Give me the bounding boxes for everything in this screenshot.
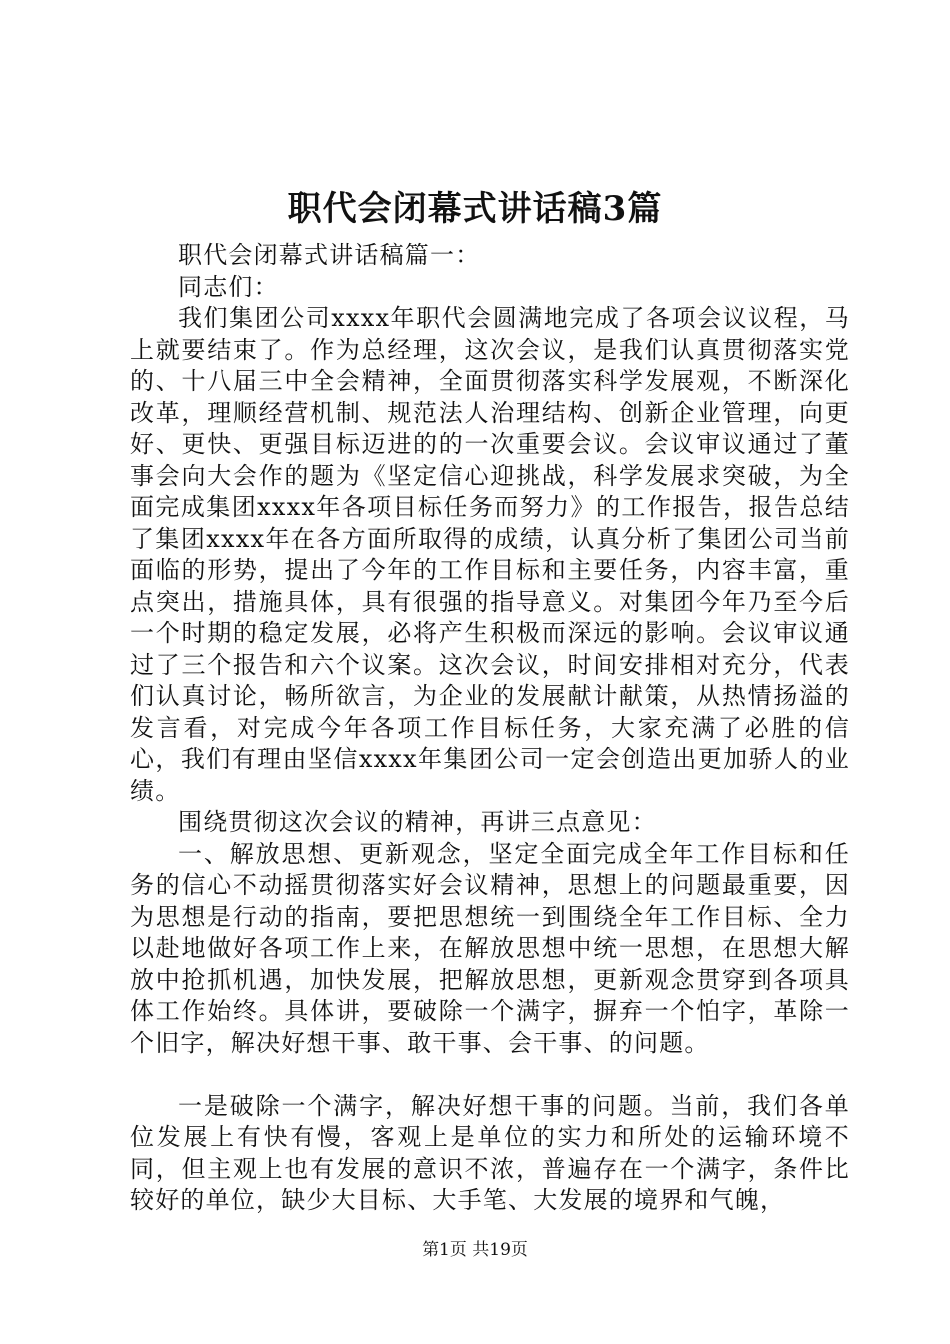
body-paragraph: 围绕贯彻这次会议的精神，再讲三点意见：: [178, 808, 657, 836]
salutation: 同志们：: [178, 272, 279, 301]
document-body: [130, 240, 850, 1217]
document-title: 职代会闭幕式讲话稿3篇: [287, 189, 663, 229]
page-footer: 第1页 共19页: [422, 1240, 528, 1260]
body-paragraph: 我们集团公司xxxx年职代会圆满地完成了各项会议议程，马上就要结束了。作为总经理，这次会议，是我们认真贯彻落实党的、十八届三中全会精神，全面贯彻落实科学发展观，不断深化改革，理顺经营机制、规范法人治理结构、创新企业管理，向更好、更快、更强目标迈进的的一次重要会议。会议审议通过了董事会向大会作的题为《坚定信心迎挑战，科学发展求突破，为全面完成集团xxxx年各项目标任务而努力》的工作报告，报告总结了集团xxxx年在各方面所取得的成绩，认真分析了集团公司当前面临的形势，提出了今年的工作目标和主要任务，内容丰富，重点突出，措施具体，具有很强的指导意义。对集团今年乃至今后一个时期的稳定发展，必将产生积极而深远的影响。会议审议通过了三个报告和六个议案。这次会议，时间安排相对充分，代表们认真讨论，畅所欲言，为企业的发展献计献策，从热情扬溢的发言看，对完成今年各项工作目标任务，大家充满了必胜的信心，我们有理由坚信xxxx年集团公司一定会创造出更加骄人的业绩。: [130, 304, 850, 805]
section-heading: 职代会闭幕式讲话稿篇一：: [178, 241, 481, 269]
body-paragraph: 一、解放思想、更新观念，坚定全面完成全年工作目标和任务的信心不动摇贯彻落实好会议精神，思想上的问题最重要，因为思想是行动的指南，要把思想统一到围绕全年工作目标、全力以赴地做好各项工作上来，在解放思想中统一思想，在思想大解放中抢抓机遇，加快发展，把解放思想，更新观念贯穿到各项具体工作始终。具体讲，要破除一个满字，摒弃一个怕字，革除一个旧字，解决好想干事、敢干事、会干事、的问题。: [130, 839, 850, 1057]
body-paragraph: 一是破除一个满字，解决好想干事的问题。当前，我们各单位发展上有快有慢，客观上是单位的实力和所处的运输环境不同，但主观上也有发展的意识不浓，普遍存在一个满字，条件比较好的单位，缺少大目标、大手笔、大发展的境界和气魄，: [130, 1091, 850, 1214]
